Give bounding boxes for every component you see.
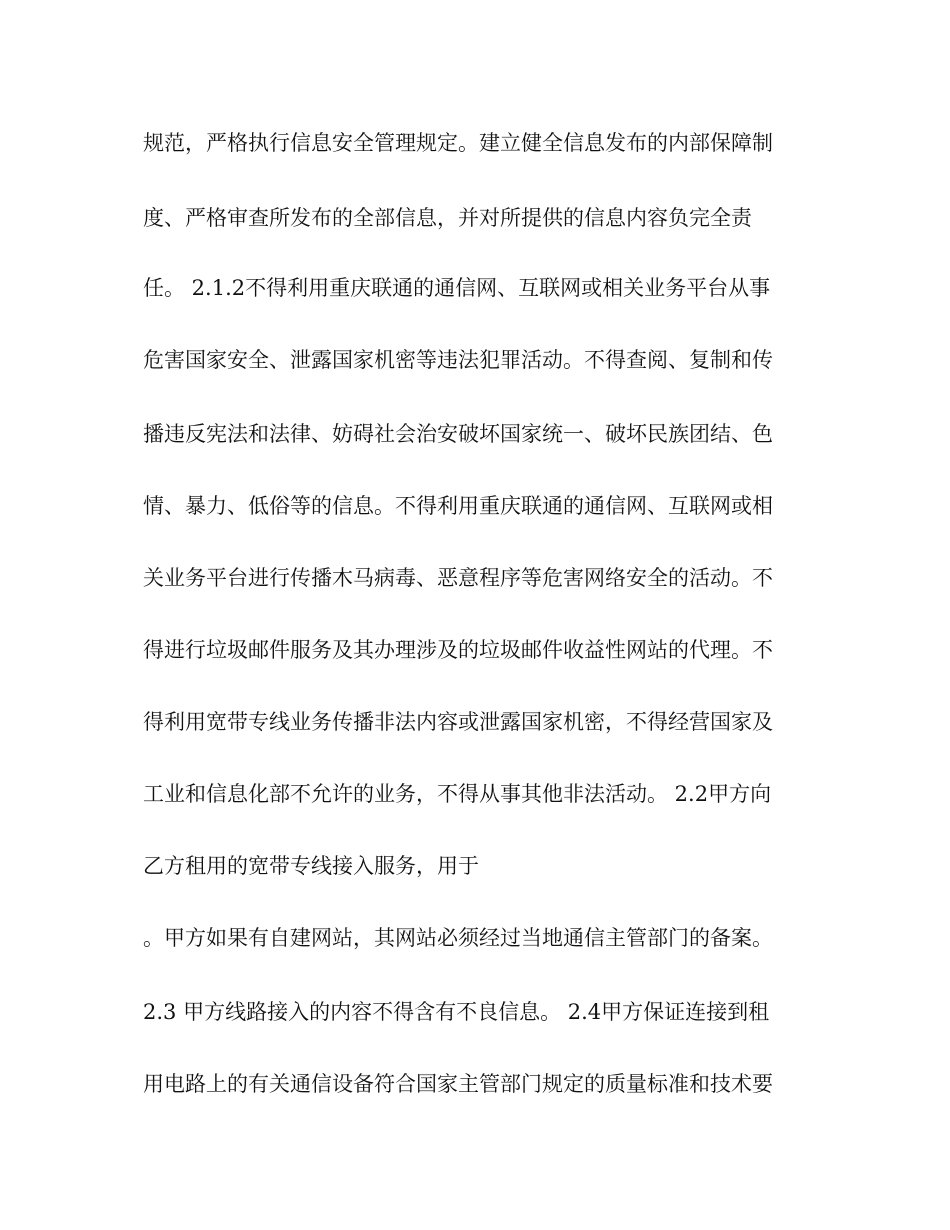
text-line-3: 任。 2.1.2不得利用重庆联通的通信网、互联网或相关业务平台从事 bbox=[143, 276, 771, 300]
text-line-11: 乙方租用的宽带专线接入服务，用于 bbox=[143, 854, 479, 878]
text-line-8: 得进行垃圾邮件服务及其办理涉及的垃圾邮件收益性网站的代理。不 bbox=[143, 638, 773, 662]
text-line-4: 危害国家安全、泄露国家机密等违法犯罪活动。不得查阅、复制和传 bbox=[143, 348, 773, 372]
text-line-5: 播违反宪法和法律、妨碍社会治安破坏国家统一、破坏民族团结、色 bbox=[143, 422, 773, 446]
text-line-6: 情、暴力、低俗等的信息。不得利用重庆联通的通信网、互联网或相 bbox=[143, 494, 773, 518]
text-line-2: 度、严格审查所发布的全部信息，并对所提供的信息内容负完全责 bbox=[143, 206, 752, 230]
text-line-1: 规范，严格执行信息安全管理规定。建立健全信息发布的内部保障制 bbox=[143, 131, 773, 155]
text-line-7: 关业务平台进行传播木马病毒、恶意程序等危害网络安全的活动。不 bbox=[143, 566, 773, 590]
text-line-9: 得利用宽带专线业务传播非法内容或泄露国家机密，不得经营国家及 bbox=[143, 710, 773, 734]
text-line-10: 工业和信息化部不允许的业务，不得从事其他非法活动。 2.2甲方向 bbox=[143, 782, 772, 806]
text-line-14: 用电路上的有关通信设备符合国家主管部门规定的质量标准和技术要 bbox=[143, 1072, 773, 1096]
text-line-13: 2.3 甲方线路接入的内容不得含有不良信息。 2.4甲方保证连接到租 bbox=[143, 1000, 770, 1024]
text-line-12: 。甲方如果有自建网站，其网站必须经过当地通信主管部门的备案。 bbox=[143, 926, 773, 950]
